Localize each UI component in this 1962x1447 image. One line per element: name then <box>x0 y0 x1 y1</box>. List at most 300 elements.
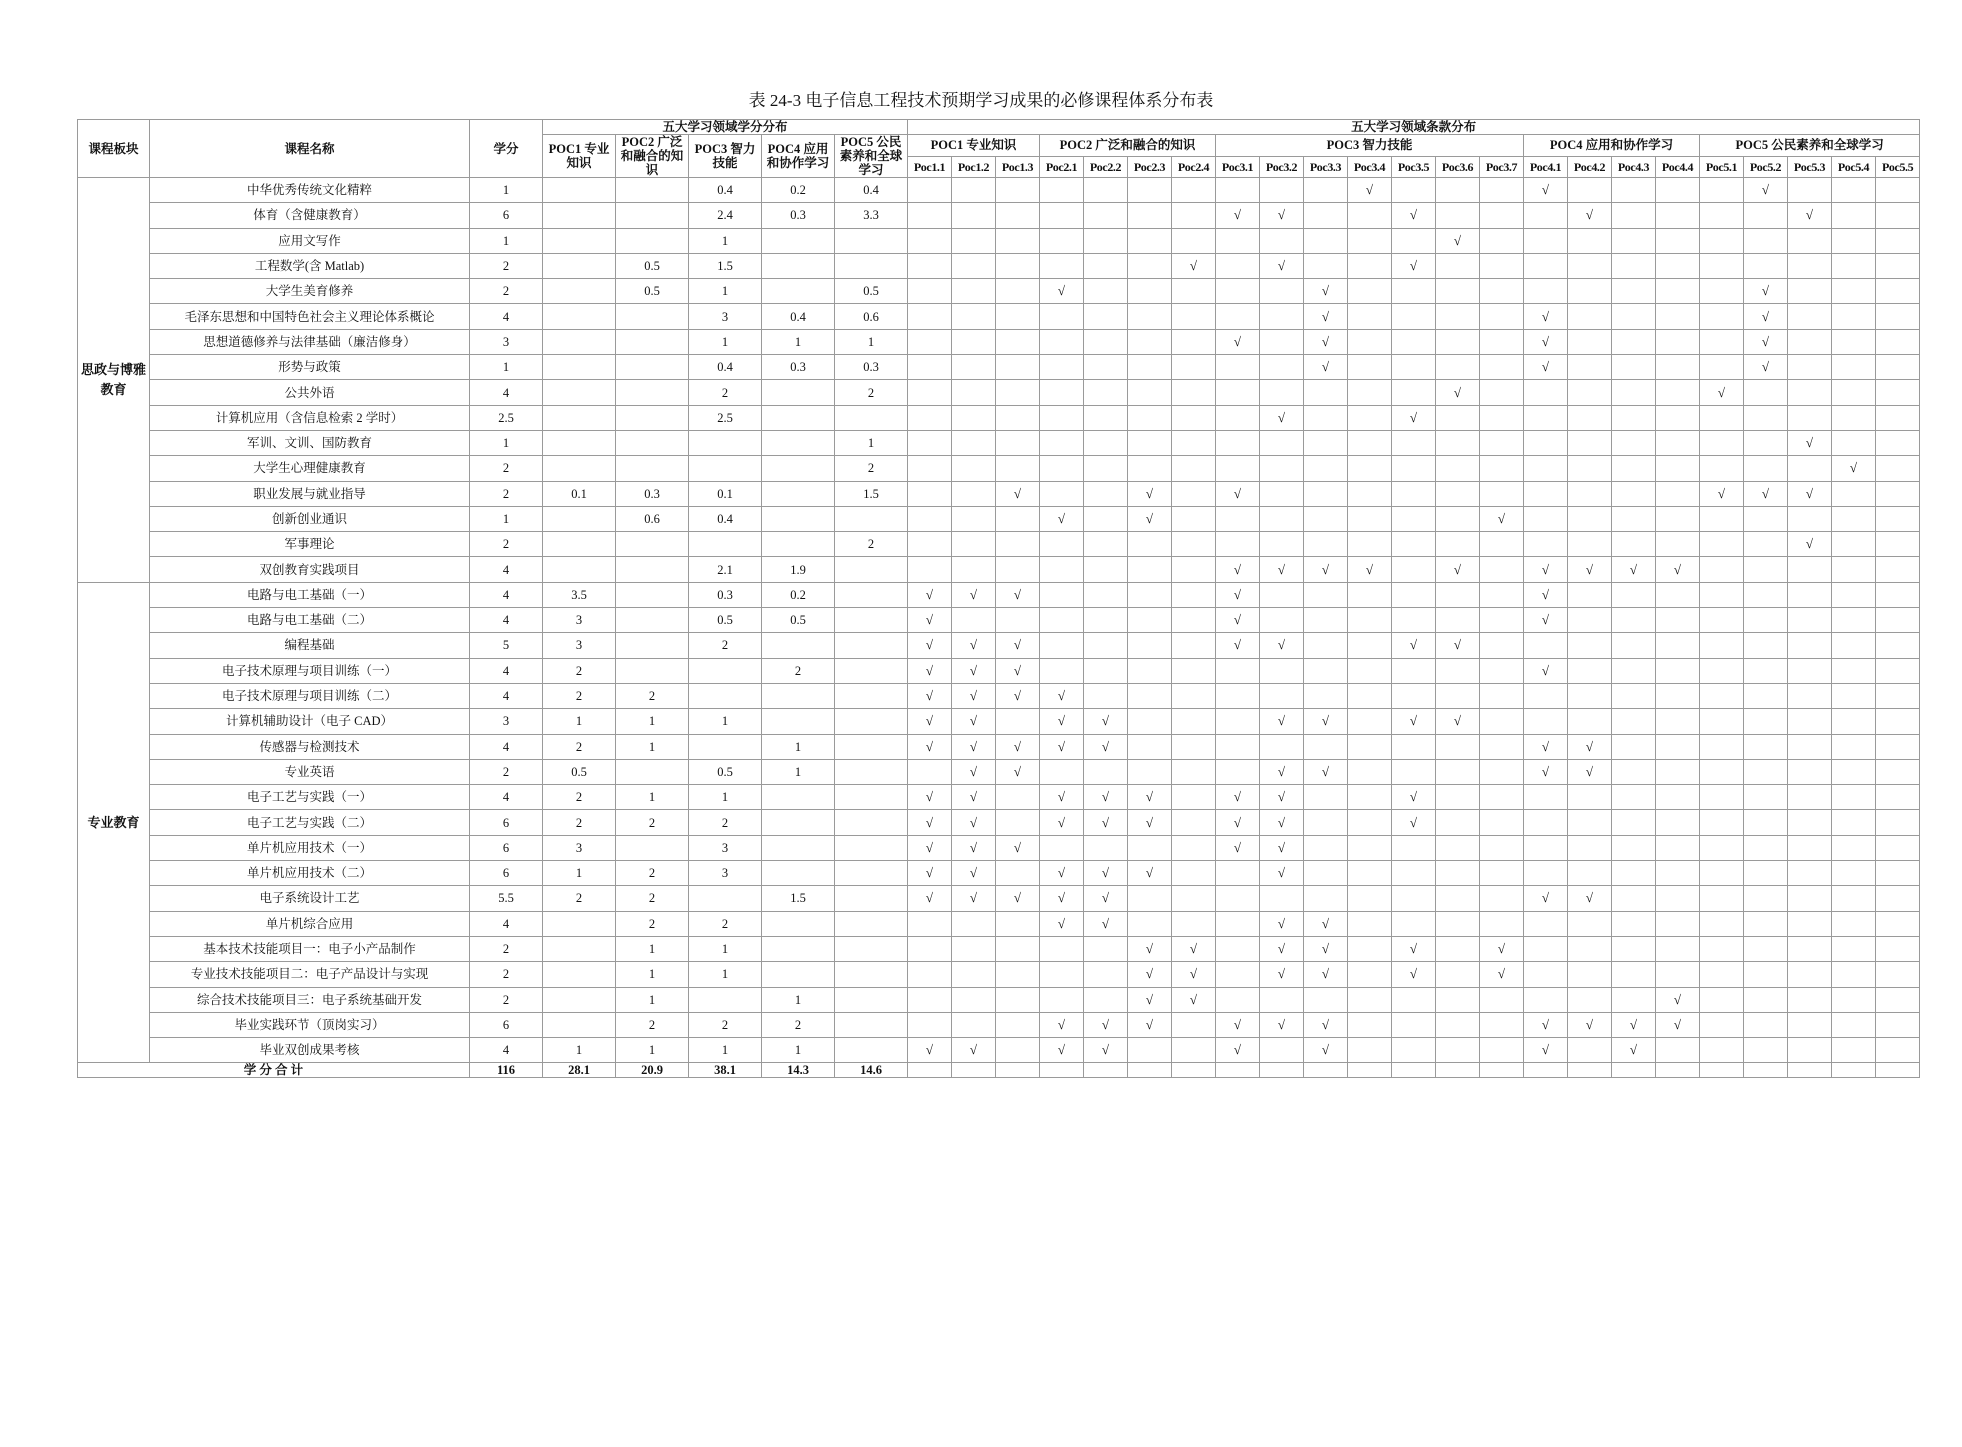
clause-cell <box>1832 658 1876 683</box>
clause-subheader: Poc1.2 <box>952 156 996 178</box>
credit-poc2: 1 <box>616 987 689 1012</box>
check-mark-icon: √ <box>1321 333 1330 349</box>
credit-poc5 <box>835 633 908 658</box>
clause-cell <box>1084 759 1128 784</box>
total-clause-cell <box>1700 1063 1744 1078</box>
clause-cell <box>1700 759 1744 784</box>
clause-cell <box>1568 1012 1612 1037</box>
clause-cell <box>1788 203 1832 228</box>
clause-cell <box>1348 380 1392 405</box>
clause-cell <box>1876 178 1920 203</box>
check-mark-icon: √ <box>1057 738 1066 754</box>
table-row <box>78 582 1920 607</box>
clause-cell <box>1700 633 1744 658</box>
credit-poc5: 3.3 <box>835 203 908 228</box>
course-name: 计算机辅助设计（电子 CAD） <box>150 709 470 734</box>
clause-cell <box>1304 911 1348 936</box>
check-mark-icon: √ <box>1541 763 1550 779</box>
poc2-credit-header: POC2 广泛和融合的知识 <box>616 135 689 178</box>
clause-cell <box>1524 1012 1568 1037</box>
credit-poc2 <box>616 608 689 633</box>
clause-cell <box>1656 962 1700 987</box>
clause-cell <box>996 203 1040 228</box>
clause-cell <box>1216 785 1260 810</box>
check-mark-icon: √ <box>1101 789 1110 805</box>
clause-cell <box>1392 456 1436 481</box>
clause-cell <box>1744 835 1788 860</box>
clause-cell <box>1612 734 1656 759</box>
clause-cell <box>1568 987 1612 1012</box>
clause-cell <box>996 557 1040 582</box>
clause-cell <box>1788 962 1832 987</box>
check-mark-icon: √ <box>1277 966 1286 982</box>
clause-cell <box>1656 734 1700 759</box>
clause-cell <box>1568 709 1612 734</box>
clause-cell <box>1568 253 1612 278</box>
table-row <box>78 456 1920 481</box>
clause-cell <box>996 506 1040 531</box>
clause-cell <box>1876 1012 1920 1037</box>
check-mark-icon: √ <box>1233 637 1242 653</box>
clause-cell <box>952 785 996 810</box>
table-row <box>78 532 1920 557</box>
clause-cell <box>996 1012 1040 1037</box>
check-mark-icon: √ <box>1541 890 1550 906</box>
clause-cell <box>1832 810 1876 835</box>
clause-cell <box>1084 506 1128 531</box>
clause-cell <box>1832 683 1876 708</box>
clause-cell <box>1436 582 1480 607</box>
clause-cell <box>1788 355 1832 380</box>
clause-cell <box>1084 456 1128 481</box>
clause-cell <box>1216 861 1260 886</box>
clause-cell <box>1656 355 1700 380</box>
check-mark-icon: √ <box>1541 586 1550 602</box>
check-mark-icon: √ <box>1233 586 1242 602</box>
clause-cell <box>1084 279 1128 304</box>
credit-poc4 <box>762 936 835 961</box>
credit-poc1: 1 <box>543 861 616 886</box>
clause-cell <box>1656 228 1700 253</box>
clause-cell <box>1172 178 1216 203</box>
clause-cell <box>1436 936 1480 961</box>
check-mark-icon: √ <box>1277 207 1286 223</box>
table-row <box>78 279 1920 304</box>
clause-cell <box>1744 683 1788 708</box>
clause-cell <box>1216 987 1260 1012</box>
clause-cell <box>1348 456 1392 481</box>
clause-cell <box>1260 886 1304 911</box>
credit-poc3: 3 <box>689 304 762 329</box>
clause-cell <box>1612 456 1656 481</box>
clause-cell <box>1480 405 1524 430</box>
credit-poc3 <box>689 532 762 557</box>
header-row-1 <box>78 120 1920 135</box>
clause-cell <box>1524 709 1568 734</box>
clause-cell <box>1348 203 1392 228</box>
credit-poc2 <box>616 203 689 228</box>
clause-cell <box>1744 481 1788 506</box>
course-credit: 4 <box>470 380 543 405</box>
check-mark-icon: √ <box>925 789 934 805</box>
clause-cell <box>1392 355 1436 380</box>
clause-cell <box>1568 633 1612 658</box>
credit-poc4 <box>762 532 835 557</box>
clause-cell <box>1832 759 1876 784</box>
clause-cell <box>1700 1038 1744 1063</box>
credit-poc5 <box>835 911 908 936</box>
clause-cell <box>1392 709 1436 734</box>
clause-cell <box>1744 810 1788 835</box>
clause-cell <box>1700 582 1744 607</box>
check-mark-icon: √ <box>1277 865 1286 881</box>
credit-poc1 <box>543 1012 616 1037</box>
poc5-credit-header: POC5 公民素养和全球学习 <box>835 135 908 178</box>
credit-poc5 <box>835 228 908 253</box>
check-mark-icon: √ <box>1013 890 1022 906</box>
clause-cell <box>1392 633 1436 658</box>
clause-cell <box>1392 532 1436 557</box>
credit-poc5 <box>835 709 908 734</box>
course-credit: 6 <box>470 835 543 860</box>
clause-cell <box>1524 962 1568 987</box>
course-credit: 1 <box>470 430 543 455</box>
clause-cell <box>1612 936 1656 961</box>
clause-cell <box>1656 203 1700 228</box>
credit-poc1 <box>543 987 616 1012</box>
clause-cell <box>1832 228 1876 253</box>
check-mark-icon: √ <box>1673 991 1682 1007</box>
clause-cell <box>1876 304 1920 329</box>
check-mark-icon: √ <box>1013 586 1022 602</box>
clause-cell <box>1568 380 1612 405</box>
check-mark-icon: √ <box>1057 511 1066 526</box>
credit-poc4 <box>762 456 835 481</box>
table-row <box>78 683 1920 708</box>
check-mark-icon: √ <box>1277 561 1286 577</box>
clause-cell <box>1172 835 1216 860</box>
clause-cell <box>1876 608 1920 633</box>
course-name: 大学生心理健康教育 <box>150 456 470 481</box>
clause-cell <box>1216 962 1260 987</box>
clause-cell <box>1832 178 1876 203</box>
clause-cell <box>1832 456 1876 481</box>
total-clause-cell <box>1656 1063 1700 1078</box>
clause-cell <box>908 253 952 278</box>
credit-poc5 <box>835 683 908 708</box>
clause-cell <box>1524 734 1568 759</box>
clause-cell <box>1172 557 1216 582</box>
clause-cell <box>996 456 1040 481</box>
clause-cell <box>908 1038 952 1063</box>
clause-cell <box>1744 962 1788 987</box>
credit-poc3 <box>689 658 762 683</box>
check-mark-icon: √ <box>1629 1042 1638 1058</box>
check-mark-icon: √ <box>969 890 978 906</box>
clause-cell <box>1260 911 1304 936</box>
clause-cell <box>996 1038 1040 1063</box>
course-name: 中华优秀传统文化精粹 <box>150 178 470 203</box>
clause-cell <box>1040 810 1084 835</box>
check-mark-icon: √ <box>1233 789 1242 805</box>
clause-cell <box>1084 709 1128 734</box>
clause-cell <box>1172 405 1216 430</box>
clause-cell <box>1172 355 1216 380</box>
clause-cell <box>1612 405 1656 430</box>
table-row <box>78 228 1920 253</box>
clause-cell <box>1568 835 1612 860</box>
clause-cell <box>1524 886 1568 911</box>
clause-cell <box>1656 329 1700 354</box>
clause-cell <box>1568 456 1612 481</box>
total-clause-cell <box>1348 1063 1392 1078</box>
clause-cell <box>1612 911 1656 936</box>
clause-cell <box>1128 1012 1172 1037</box>
clause-cell <box>1216 759 1260 784</box>
clause-subheader: Poc4.1 <box>1524 156 1568 178</box>
clause-cell <box>1436 734 1480 759</box>
clause-cell <box>1084 810 1128 835</box>
clause-cell <box>1040 481 1084 506</box>
total-poc2: 20.9 <box>616 1063 689 1078</box>
clause-cell <box>1700 911 1744 936</box>
clause-cell <box>1392 481 1436 506</box>
clause-cell <box>952 355 996 380</box>
credit-poc5 <box>835 506 908 531</box>
clause-cell <box>952 911 996 936</box>
clause-cell <box>1656 810 1700 835</box>
clause-cell <box>996 911 1040 936</box>
credit-poc5 <box>835 987 908 1012</box>
clause-cell <box>1480 861 1524 886</box>
credit-poc5 <box>835 608 908 633</box>
clause-cell <box>1832 532 1876 557</box>
clause-cell <box>1832 987 1876 1012</box>
clause-cell <box>1216 1012 1260 1037</box>
clause-cell <box>1568 329 1612 354</box>
clause-cell <box>1436 633 1480 658</box>
clause-cell <box>908 734 952 759</box>
clause-cell <box>1788 810 1832 835</box>
clause-cell <box>1480 683 1524 708</box>
clause-cell <box>1524 987 1568 1012</box>
credit-poc3: 1 <box>689 329 762 354</box>
credit-poc5: 2 <box>835 380 908 405</box>
credit-poc3: 0.4 <box>689 355 762 380</box>
credit-poc1: 3 <box>543 633 616 658</box>
clause-cell <box>1568 557 1612 582</box>
check-mark-icon: √ <box>1541 662 1550 678</box>
credit-poc4 <box>762 481 835 506</box>
clause-cell <box>1304 886 1348 911</box>
clause-subheader: Poc4.4 <box>1656 156 1700 178</box>
course-name: 电子技术原理与项目训练（二） <box>150 683 470 708</box>
credit-poc4: 2 <box>762 1012 835 1037</box>
course-credit: 4 <box>470 683 543 708</box>
check-mark-icon: √ <box>1409 941 1418 957</box>
clause-cell <box>1084 355 1128 380</box>
clause-cell <box>1480 987 1524 1012</box>
clause-cell <box>1524 582 1568 607</box>
clause-cell <box>1216 253 1260 278</box>
clause-cell <box>1128 810 1172 835</box>
credit-poc1 <box>543 279 616 304</box>
clause-cell <box>1304 962 1348 987</box>
clause-cell <box>1084 911 1128 936</box>
clause-cell <box>1348 557 1392 582</box>
check-mark-icon: √ <box>1805 435 1814 451</box>
check-mark-icon: √ <box>1145 485 1154 501</box>
credit-poc3: 2.4 <box>689 203 762 228</box>
credit-poc3: 2.1 <box>689 557 762 582</box>
poc5-clause-header: POC5 公民素养和全球学习 <box>1700 135 1920 157</box>
clause-cell <box>1568 608 1612 633</box>
clause-cell <box>1260 430 1304 455</box>
clause-cell <box>1612 861 1656 886</box>
clause-cell <box>1832 430 1876 455</box>
table-row <box>78 987 1920 1012</box>
clause-cell <box>996 886 1040 911</box>
check-mark-icon: √ <box>1497 511 1506 526</box>
total-poc3: 38.1 <box>689 1063 762 1078</box>
clause-cell <box>1304 633 1348 658</box>
check-mark-icon: √ <box>1761 359 1770 375</box>
clause-cell <box>1304 582 1348 607</box>
clause-cell <box>1568 683 1612 708</box>
clause-cell <box>1788 861 1832 886</box>
clause-cell <box>1040 203 1084 228</box>
clause-cell <box>1876 759 1920 784</box>
clause-cell <box>1876 228 1920 253</box>
total-poc4: 14.3 <box>762 1063 835 1078</box>
credit-poc1: 2 <box>543 683 616 708</box>
clause-cell <box>1480 304 1524 329</box>
credit-poc1 <box>543 962 616 987</box>
clause-cell <box>1744 430 1788 455</box>
clause-cell <box>1568 582 1612 607</box>
clause-cell <box>1304 380 1348 405</box>
clause-cell <box>1392 228 1436 253</box>
total-clause-cell <box>1128 1063 1172 1078</box>
clause-cell <box>1436 456 1480 481</box>
check-mark-icon: √ <box>1277 941 1286 957</box>
clause-cell <box>1436 178 1480 203</box>
check-mark-icon: √ <box>1013 688 1022 704</box>
clause-cell <box>1040 633 1084 658</box>
clause-cell <box>1392 886 1436 911</box>
credit-poc2: 0.5 <box>616 279 689 304</box>
clause-cell <box>996 709 1040 734</box>
clause-cell <box>1040 380 1084 405</box>
check-mark-icon: √ <box>969 789 978 805</box>
clause-cell <box>908 785 952 810</box>
clause-cell <box>1524 683 1568 708</box>
credit-poc3: 0.4 <box>689 178 762 203</box>
check-mark-icon: √ <box>925 586 934 602</box>
check-mark-icon: √ <box>1101 814 1110 830</box>
clause-cell <box>1084 608 1128 633</box>
clause-cell <box>1348 228 1392 253</box>
credit-poc3: 3 <box>689 861 762 886</box>
clause-cell <box>1568 481 1612 506</box>
clause-cell <box>1700 861 1744 886</box>
clause-cell <box>1744 785 1788 810</box>
clause-cell <box>1832 861 1876 886</box>
credit-poc2: 0.6 <box>616 506 689 531</box>
clause-cell <box>1172 329 1216 354</box>
course-name: 创新创业通识 <box>150 506 470 531</box>
credit-poc4 <box>762 683 835 708</box>
clause-cell <box>952 329 996 354</box>
clause-cell <box>1392 1038 1436 1063</box>
clause-cell <box>1700 532 1744 557</box>
clause-cell <box>1568 203 1612 228</box>
clause-cell <box>952 1012 996 1037</box>
clause-cell <box>996 279 1040 304</box>
clause-cell <box>1744 633 1788 658</box>
clause-cell <box>996 810 1040 835</box>
clause-cell <box>1436 709 1480 734</box>
credit-poc1 <box>543 430 616 455</box>
total-credit: 116 <box>470 1063 543 1078</box>
clause-cell <box>996 633 1040 658</box>
clause-cell <box>1832 608 1876 633</box>
check-mark-icon: √ <box>1409 966 1418 982</box>
credit-poc4 <box>762 962 835 987</box>
check-mark-icon: √ <box>1277 637 1286 653</box>
clause-cell <box>908 962 952 987</box>
clause-cell <box>908 911 952 936</box>
clause-cell <box>1788 886 1832 911</box>
clause-cell <box>1876 633 1920 658</box>
check-mark-icon: √ <box>1013 763 1022 779</box>
clause-cell <box>1744 861 1788 886</box>
clause-cell <box>1216 936 1260 961</box>
clause-cell <box>1524 329 1568 354</box>
credit-poc1 <box>543 178 616 203</box>
clause-cell <box>1744 608 1788 633</box>
clause-cell <box>1172 253 1216 278</box>
check-mark-icon: √ <box>969 814 978 830</box>
clause-cell <box>1656 430 1700 455</box>
clause-cell <box>1260 759 1304 784</box>
course-credit: 6 <box>470 1012 543 1037</box>
clause-cell <box>1128 405 1172 430</box>
credit-poc4: 0.3 <box>762 203 835 228</box>
clause-cell <box>1744 987 1788 1012</box>
course-credit: 4 <box>470 304 543 329</box>
clause-cell <box>1480 1012 1524 1037</box>
clause-cell <box>1612 430 1656 455</box>
credit-poc5: 0.3 <box>835 355 908 380</box>
clause-cell <box>1436 608 1480 633</box>
clause-cell <box>952 506 996 531</box>
course-name: 电子技术原理与项目训练（一） <box>150 658 470 683</box>
credit-poc2: 1 <box>616 962 689 987</box>
credit-poc3: 0.5 <box>689 759 762 784</box>
clause-cell <box>1832 304 1876 329</box>
check-mark-icon: √ <box>1453 384 1462 400</box>
credit-poc2: 1 <box>616 785 689 810</box>
clause-cell <box>1524 785 1568 810</box>
clause-cell <box>1128 582 1172 607</box>
course-credit: 4 <box>470 785 543 810</box>
clause-cell <box>1568 658 1612 683</box>
clause-cell <box>908 835 952 860</box>
credit-poc1: 2 <box>543 658 616 683</box>
credit-poc2 <box>616 582 689 607</box>
credit-poc2: 1 <box>616 936 689 961</box>
